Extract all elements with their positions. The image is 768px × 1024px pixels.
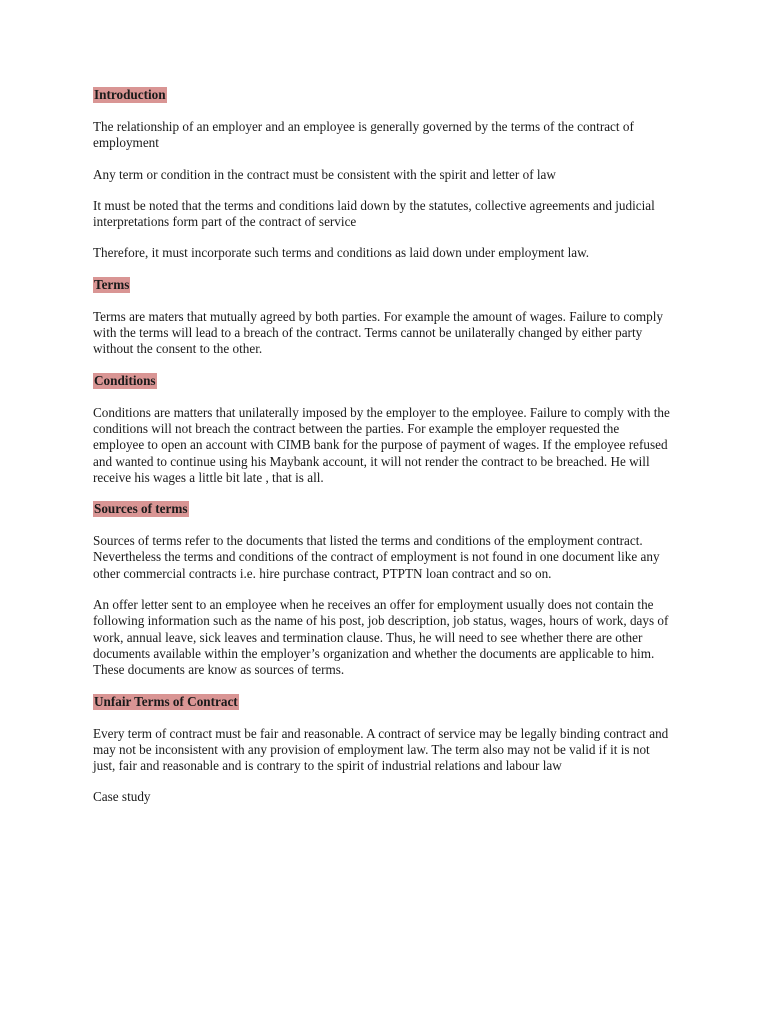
introduction-paragraph-1: The relationship of an employer and an employee is generally governed by the terms of the contract of employment xyxy=(93,119,634,151)
introduction-paragraph-4: Therefore, it must incorporate such terms and conditions as laid down under employment law. xyxy=(93,245,590,261)
conditions-heading-row xyxy=(93,373,673,390)
introduction-heading-row xyxy=(93,87,673,104)
conditions-heading: Conditions xyxy=(94,372,156,388)
introduction-heading: Introduction xyxy=(94,87,166,102)
unfair-heading-row xyxy=(93,694,673,711)
unfair-terms-heading: Unfair Terms of Contract xyxy=(94,693,238,709)
terms-paragraph-1: Terms are maters that mutually agreed by both parties. For example the amount of wages. Failure to comply with the terms will lead to a breach of the contract. Terms cannot be unilaterally changed by either party without the consent to the other. xyxy=(93,308,664,357)
introduction-paragraph-2: Any term or condition in the contract must be consistent with the spirit and letter of law xyxy=(93,166,556,182)
sources-paragraph-1: Sources of terms refer to the documents that listed the terms and conditions of the employment contract. Nevertheless the terms and conditions of the contract of employment is not found in one document like any other commercial contracts i.e. hire purchase contract, PTPTN loan contract and so on. xyxy=(93,533,660,581)
introduction-paragraph-3: It must be noted that the terms and conditions laid down by the statutes, collective agreements and judicial interpretations form part of the contract of service xyxy=(93,197,655,230)
unfair-paragraph-1: Every term of contract must be fair and reasonable. A contract of service may be legally binding contract and may not be inconsistent with any provision of employment law. The term also may not be valid if it is not just, fair and reasonable and is contrary to the spirit of industrial relations and labour law xyxy=(93,725,669,774)
document-body xyxy=(93,87,673,821)
terms-heading: Terms xyxy=(94,276,130,292)
sources-heading: Sources of terms xyxy=(94,501,188,517)
case-study-label: Case study xyxy=(93,789,151,805)
conditions-paragraph-1: Conditions are matters that unilaterally imposed by the employer to the employee. Failure to comply with the conditions will not breach the contract between the parties. For example the employer requested the employee to open an account with CIMB bank for the purpose of payment of wages. If the employee refused and wanted to continue using his Maybank account, it will not render the contract to be breached. He will receive his wages a little bit late , that is all. xyxy=(93,404,670,485)
terms-heading-row xyxy=(93,277,673,294)
sources-heading-row xyxy=(93,501,673,518)
sources-paragraph-2: An offer letter sent to an employee when he receives an offer for employment usually does not contain the following information such as the name of his post, job description, job status, wages, hours of work, days of work, annual leave, sick leaves and termination clause. Thus, he will need to see whether there are other documents available within the employer’s organization and whether the documents are applicable to him. These documents are know as sources of terms. xyxy=(93,597,669,678)
